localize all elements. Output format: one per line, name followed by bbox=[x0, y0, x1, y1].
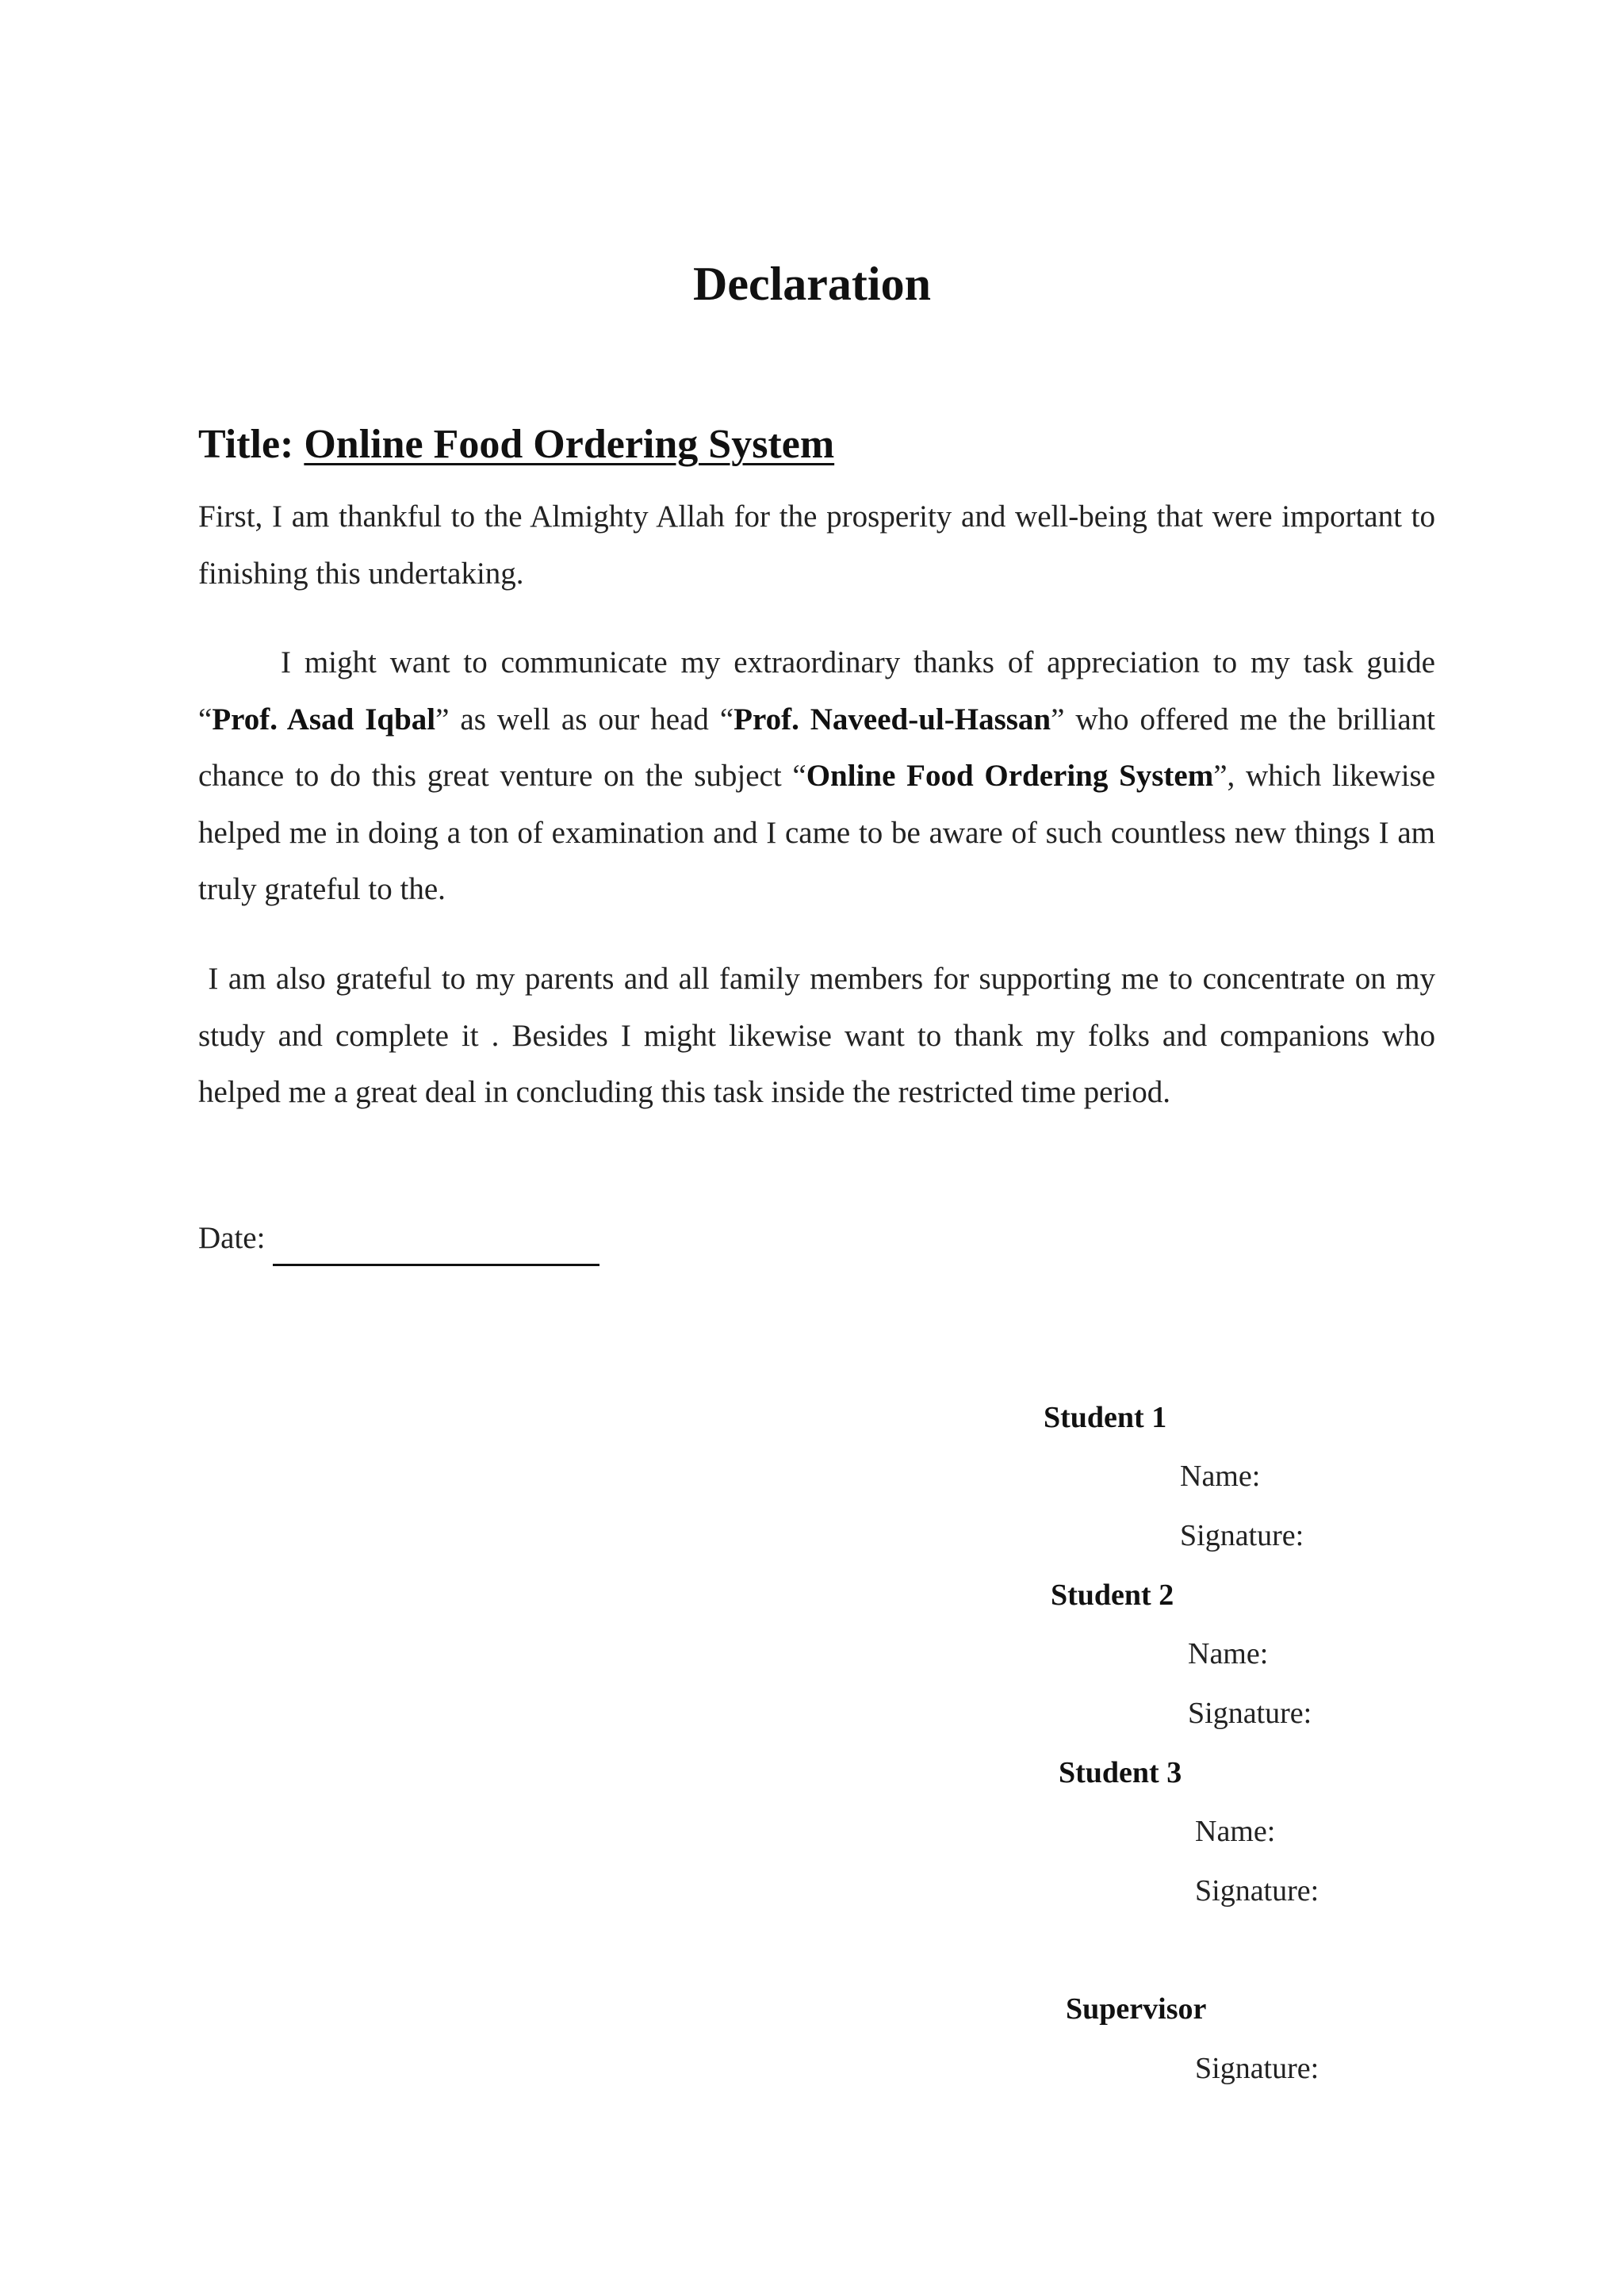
head-name: Prof. Naveed-ul-Hassan bbox=[733, 702, 1051, 737]
student3-name-label: Name: bbox=[1195, 1815, 1276, 1848]
paragraph2-text-4: ”, which likewise helped me in doing a ton of examination and I came to be aware of such countless new things I am truly grateful to the. bbox=[198, 759, 1436, 906]
paragraph-thanks-family bbox=[198, 951, 1435, 1121]
student1-label: Student 1 bbox=[1044, 1401, 1167, 1434]
student2-name-label: Name: bbox=[1188, 1637, 1269, 1670]
student1-signature-label: Signature: bbox=[1180, 1519, 1304, 1552]
page-heading: Declaration bbox=[693, 258, 931, 310]
student2-label: Student 2 bbox=[1051, 1578, 1174, 1612]
date-row bbox=[198, 1211, 599, 1266]
student2-signature-label: Signature: bbox=[1188, 1697, 1312, 1730]
date-blank-line bbox=[273, 1229, 599, 1266]
title-value: Online Food Ordering System bbox=[304, 422, 835, 467]
project-title bbox=[198, 417, 834, 473]
guide-name: Prof. Asad Iqbal bbox=[212, 702, 436, 737]
paragraph2-text-3: ” who offered me the brilliant chance to do this great venture on the subject “ bbox=[198, 702, 1435, 793]
paragraph3-text: I am also grateful to my parents and all family members for supporting me to concentrate on my study and complete it . Besides I might likewise want to thank my folks and companions who helped me a great deal in concluding this task inside the restricted time period. bbox=[198, 962, 1435, 1109]
title-label: Title: bbox=[198, 422, 294, 467]
student3-label: Student 3 bbox=[1059, 1756, 1182, 1789]
student1-name-label: Name: bbox=[1180, 1460, 1261, 1493]
supervisor-label: Supervisor bbox=[1066, 1992, 1207, 2026]
paragraph-thanks-guide bbox=[198, 634, 1435, 918]
student3-signature-label: Signature: bbox=[1195, 1874, 1320, 1908]
paragraph-thanks-allah: First, I am thankful to the Almighty Allah for the prosperity and well-being that were important to finishing this undertaking. bbox=[198, 499, 1435, 591]
paragraph2-text-2: ” as well as our head “ bbox=[435, 702, 734, 737]
supervisor-signature-label: Signature: bbox=[1195, 2052, 1320, 2085]
date-label: Date: bbox=[198, 1221, 266, 1255]
subject-name: Online Food Ordering System bbox=[806, 759, 1214, 793]
paragraph2-text-1: I might want to communicate my extraordinary thanks of appreciation to my task guide “ bbox=[198, 645, 1435, 737]
